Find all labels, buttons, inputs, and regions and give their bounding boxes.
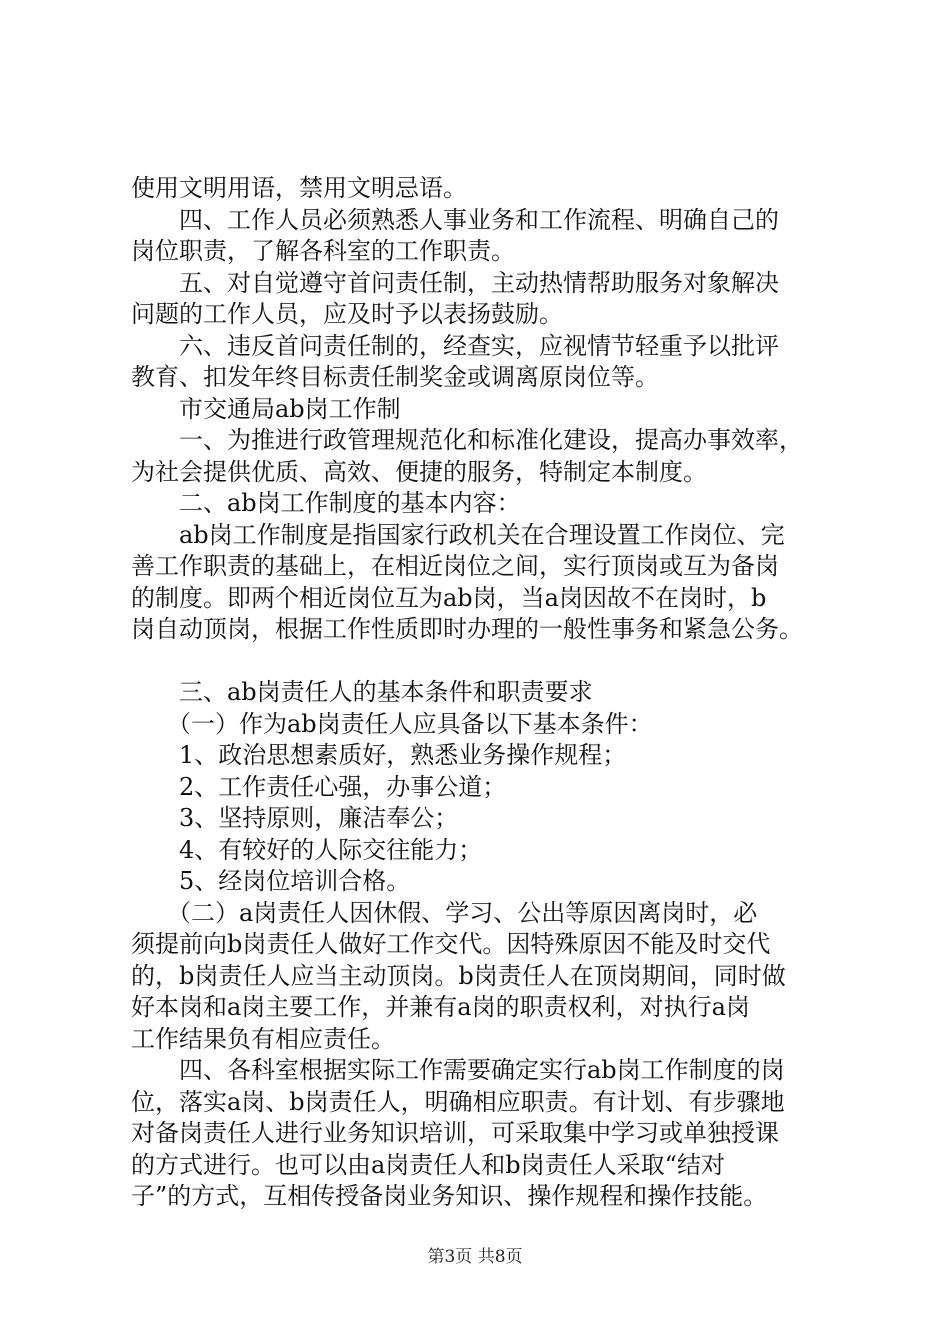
text-line: 子”的方式，互相传授备岗业务知识、操作规程和操作技能。 (131, 1182, 768, 1210)
text-line: 4、有较好的人际交往能力； (131, 835, 483, 864)
text-line: 1、政治思想素质好，熟悉业务操作规程； (131, 741, 627, 769)
text-line: 3、坚持原则，廉洁奉公； (131, 804, 459, 832)
text-line: 使用文明用语，禁用文明忌语。 (131, 174, 467, 202)
text-line: 2、工作责任心强，办事公道； (131, 772, 507, 801)
text-line: 岗位职责，了解各科室的工作职责。 (131, 237, 515, 265)
text-line: 岗自动顶岗，根据工作性质即时办理的一般性事务和紧急公务。 (131, 615, 803, 643)
text-line: 六、违反首问责任制的，经查实，应视情节轻重予以批评 (131, 331, 779, 360)
text-line: 善工作职责的基础上，在相近岗位之间，实行顶岗或互为备岗 (131, 552, 779, 580)
text-line: 为社会提供优质、高效、便捷的服务，特制定本制度。 (131, 457, 707, 486)
text-line: 的制度。即两个相近岗位互为ab岗，当a岗因故不在岗时，b (131, 583, 767, 612)
text-line: 三、ab岗责任人的基本条件和职责要求 (131, 678, 593, 706)
text-line: 5、经岗位培训合格。 (131, 867, 411, 895)
text-line: 四、工作人员必须熟悉人事业务和工作流程、明确自己的 (131, 205, 779, 234)
text-line: 位，落实a岗、b岗责任人，明确相应职责。有计划、有步骤地 (131, 1087, 785, 1116)
text-line: 市交通局ab岗工作制 (131, 394, 401, 423)
text-line: 须提前向b岗责任人做好工作交代。因特殊原因不能及时交代 (131, 930, 771, 958)
text-line: （二）a岗责任人因休假、学习、公出等原因离岗时，必 (131, 898, 758, 927)
text-line: 的方式进行。也可以由a岗责任人和b岗责任人采取“结对 (131, 1150, 725, 1179)
text-line: 四、各科室根据实际工作需要确定实行ab岗工作制度的岗 (131, 1056, 785, 1084)
text-line: 的，b岗责任人应当主动顶岗。b岗责任人在顶岗期间，同时做 (131, 961, 786, 990)
blank-line (131, 646, 831, 678)
text-line: 对备岗责任人进行业务知识培训，可采取集中学习或单独授课 (131, 1119, 779, 1147)
text-line: ab岗工作制度是指国家行政机关在合理设置工作岗位、完 (131, 520, 785, 549)
text-line: 一、为推进行政管理规范化和标准化建设，提高办事效率， (131, 426, 803, 454)
text-line: 问题的工作人员，应及时予以表扬鼓励。 (131, 300, 563, 328)
document-body (131, 173, 831, 1213)
text-line: （一）作为ab岗责任人应具备以下基本条件： (131, 709, 653, 738)
text-line: 二、ab岗工作制度的基本内容： (131, 489, 521, 517)
text-line: 教育、扣发年终目标责任制奖金或调离原岗位等。 (131, 363, 659, 391)
text-line: 工作结果负有相应责任。 (131, 1024, 395, 1053)
text-line: 五、对自觉遵守首问责任制，主动热情帮助服务对象解决 (131, 268, 779, 297)
text-line: 好本岗和a岗主要工作，并兼有a岗的职责权利，对执行a岗 (131, 993, 750, 1021)
page-footer: 第3页 共8页 (427, 1247, 523, 1267)
